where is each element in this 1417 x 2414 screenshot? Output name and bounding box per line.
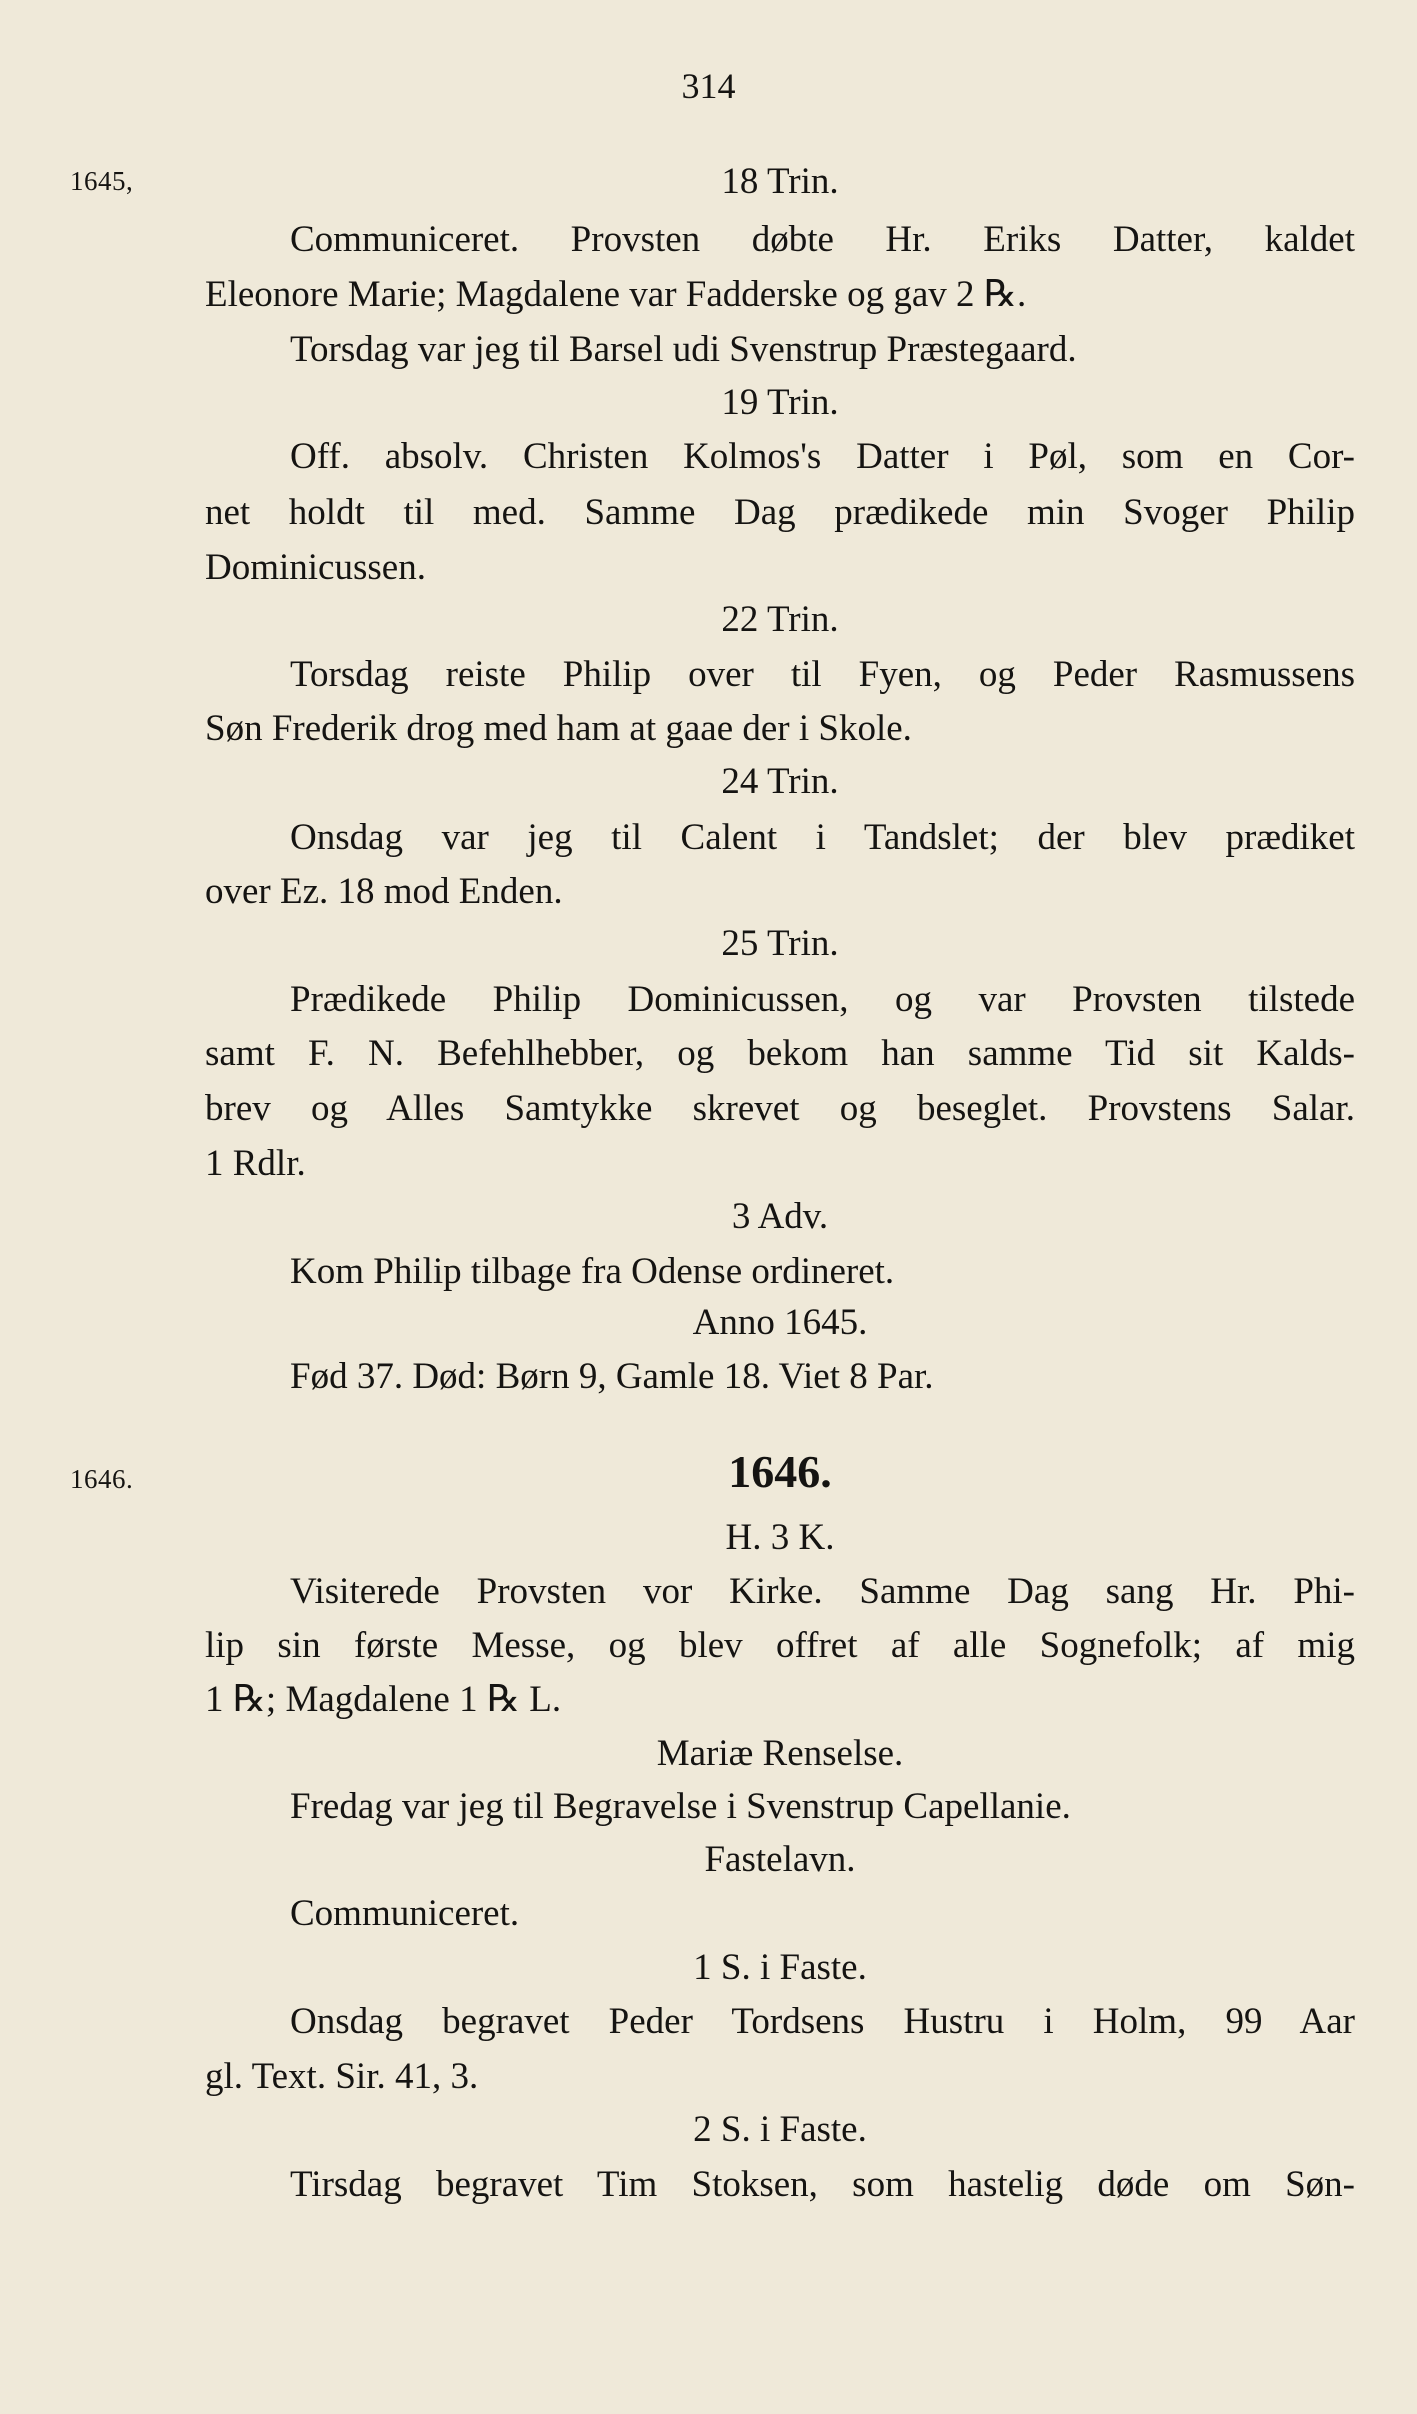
section-heading: 22 Trin. bbox=[721, 599, 839, 640]
text-line: brev og Alles Samtykke skrevet og beseglet. Provstens Salar. bbox=[205, 1088, 1355, 1129]
text-line: Prædikede Philip Dominicussen, og var Provsten tilstede bbox=[290, 979, 1355, 1020]
text-line: Onsdag begravet Peder Tordsens Hustru i Holm, 99 Aar bbox=[290, 2001, 1355, 2042]
section-heading: 2 S. i Faste. bbox=[693, 2109, 867, 2150]
margin-year-1645: 1645, bbox=[70, 166, 134, 196]
text-line: Off. absolv. Christen Kolmos's Datter i Pøl, som en Cor- bbox=[290, 436, 1355, 477]
text-line: Kom Philip tilbage fra Odense ordineret. bbox=[290, 1251, 895, 1292]
text-line: Communiceret. Provsten døbte Hr. Eriks Datter, kaldet bbox=[290, 219, 1355, 260]
text-line: Fredag var jeg til Begravelse i Svenstrup Capellanie. bbox=[290, 1786, 1071, 1827]
page-number: 314 bbox=[681, 66, 736, 106]
text-line: 1 Rdlr. bbox=[205, 1143, 306, 1184]
section-heading: 1 S. i Faste. bbox=[693, 1947, 867, 1988]
section-heading: 24 Trin. bbox=[721, 761, 839, 802]
text-line: Torsdag var jeg til Barsel udi Svenstrup Præstegaard. bbox=[290, 329, 1077, 370]
text-line: Eleonore Marie; Magdalene var Fadderske og gav 2 ℞. bbox=[205, 274, 1027, 315]
text-line: Tirsdag begravet Tim Stoksen, som hastelig døde om Søn- bbox=[290, 2164, 1355, 2205]
text-line: over Ez. 18 mod Enden. bbox=[205, 871, 563, 912]
text-line: Søn Frederik drog med ham at gaae der i Skole. bbox=[205, 708, 912, 749]
section-heading: Mariæ Renselse. bbox=[656, 1733, 904, 1774]
section-heading: 18 Trin. bbox=[721, 161, 839, 202]
text-line: 1 ℞; Magdalene 1 ℞ L. bbox=[205, 1679, 562, 1720]
section-heading: Anno 1645. bbox=[692, 1302, 868, 1343]
section-heading: H. 3 K. bbox=[725, 1517, 835, 1558]
section-heading: Fastelavn. bbox=[704, 1839, 856, 1880]
section-heading: 19 Trin. bbox=[721, 382, 839, 423]
text-line: Dominicussen. bbox=[205, 547, 426, 588]
margin-year-1646: 1646. bbox=[70, 1464, 134, 1494]
section-heading: 25 Trin. bbox=[721, 923, 839, 964]
text-line: gl. Text. Sir. 41, 3. bbox=[205, 2056, 479, 2097]
section-heading: 3 Adv. bbox=[731, 1196, 829, 1237]
text-line: Torsdag reiste Philip over til Fyen, og Peder Rasmussens bbox=[290, 654, 1355, 695]
text-line: Onsdag var jeg til Calent i Tandslet; der blev prædiket bbox=[290, 817, 1355, 858]
text-line: samt F. N. Befehlhebber, og bekom han samme Tid sit Kalds- bbox=[205, 1033, 1355, 1074]
text-line: Communiceret. bbox=[290, 1893, 520, 1934]
text-line: lip sin første Messe, og blev offret af alle Sognefolk; af mig bbox=[205, 1625, 1355, 1666]
year-heading: 1646. bbox=[728, 1446, 832, 1497]
text-line: Fød 37. Død: Børn 9, Gamle 18. Viet 8 Par. bbox=[290, 1356, 934, 1397]
text-line: Visiterede Provsten vor Kirke. Samme Dag sang Hr. Phi- bbox=[290, 1571, 1355, 1612]
text-line: net holdt til med. Samme Dag prædikede min Svoger Philip bbox=[205, 492, 1355, 533]
